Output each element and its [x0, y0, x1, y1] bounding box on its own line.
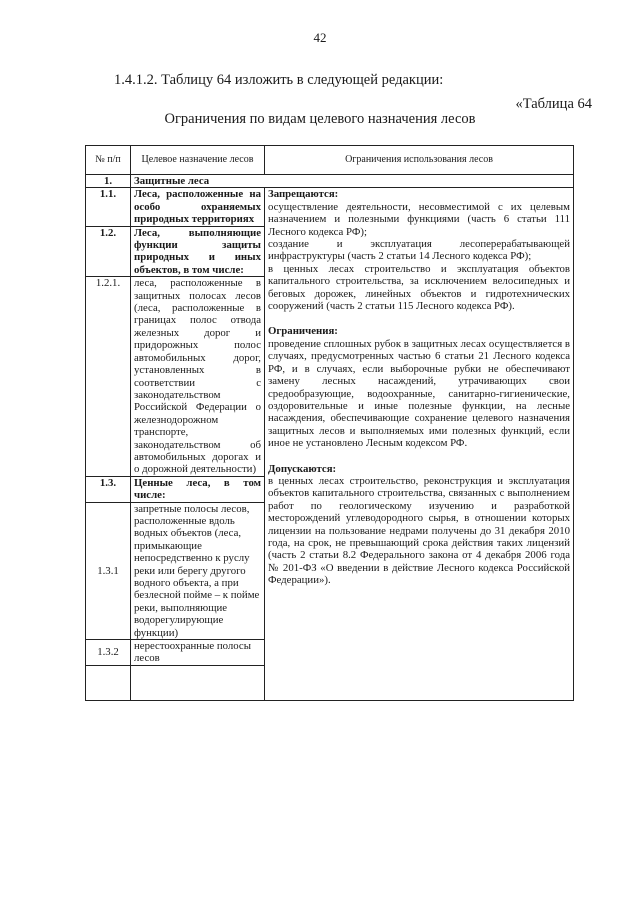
- prohibited-item: в ценных лесах строительство и эксплуатация объектов капитального строительства, за исключением велосипедных и беговых дорожек, линейных объектов и гидротехнических сооружений (часть 2 статьи 115 Лесного кодекса РФ).: [268, 262, 570, 313]
- table-reference: «Таблица 64: [515, 96, 592, 112]
- header-purpose: Целевое назначение лесов: [131, 146, 265, 175]
- spacer-cell: [86, 665, 131, 700]
- row-label: Леса, расположенные на особо охраняемых природных территориях: [131, 188, 265, 226]
- table-row: [86, 175, 574, 188]
- restrictions-cell: [265, 188, 574, 700]
- prohibited-item: создание и эксплуатация лесоперерабатывающей инфраструктуры (часть 2 статьи 14 Лесного кодекса РФ);: [268, 238, 570, 263]
- row-number: 1.3.2: [86, 640, 131, 666]
- table-row: [86, 188, 574, 226]
- amendment-instruction: 1.4.1.2. Таблицу 64 изложить в следующей редакции:: [114, 72, 444, 88]
- row-number: 1.1.: [86, 188, 131, 226]
- row-number: 1.: [86, 175, 131, 188]
- row-label: нерестоохранные полосы лесов: [131, 640, 265, 666]
- spacer-cell: [131, 665, 265, 700]
- prohibited-heading: Запрещаются:: [268, 188, 339, 201]
- allowed-heading: Допускаются:: [268, 462, 337, 475]
- prohibited-item: осуществление деятельности, несовместимой с их целевым назначением и полезными функциями (часть 6 статьи 111 Лесного кодекса РФ);: [268, 200, 570, 238]
- row-label: леса, расположенные в защитных полосах лесов (леса, расположенные в границах полос отвода железных дорог и придорожных полос автомобильных дорог, установленных в соответствии с законодательством Российской Федерации о железнодорожном транспорте, законодательством об автомобильных дорогах и о дорожной деятельности): [131, 277, 265, 477]
- row-label: Ценные леса, в том числе:: [131, 476, 265, 502]
- row-label: Леса, выполняющие функции защиты природных и иных объектов, в том числе:: [131, 226, 265, 277]
- page-number: 42: [313, 30, 327, 45]
- row-number: 1.3.1: [86, 502, 131, 639]
- header-restrictions: Ограничения использования лесов: [265, 146, 574, 175]
- header-number: № п/п: [86, 146, 131, 175]
- row-label: запретные полосы лесов, расположенные вдоль водных объектов (леса, примыкающие непосредственно к руслу реки или берегу другого водного объекта, а при безлесной пойме – к пойме реки, выполняющие водорегулирующие функции): [131, 502, 265, 639]
- table-header-row: [86, 146, 574, 175]
- section-title: Защитные леса: [131, 175, 574, 188]
- table-title: Ограничения по видам целевого назначения лесов: [164, 111, 476, 127]
- restrictions-table: [85, 145, 574, 701]
- row-number: 1.2.: [86, 226, 131, 277]
- row-number: 1.3.: [86, 476, 131, 502]
- limits-heading: Ограничения:: [268, 325, 338, 338]
- limits-item: проведение сплошных рубок в защитных лесах осуществляется в случаях, предусмотренных частью 6 статьи 21 Лесного кодекса РФ, и в случаях, если выборочные рубки не обеспечивают замену лесных насаждений, утрачивающих свои средообразующие, водоохранные, санитарно-гигиенические, оздоровительные и иные полезные функции, на лесные насаждения, обеспечивающие сохранение целевого назначения защитных лесов и выполняемых ими полезных функций, если иное не установлено Лесным кодексом РФ.: [268, 337, 570, 450]
- row-number: 1.2.1.: [86, 277, 131, 477]
- allowed-item: в ценных лесах строительство, реконструкция и эксплуатация объектов капитального строительства, связанных с выполнением работ по геологическому изучению и разработкой месторождений углеводородного сырья, в отношении которых лицензии на пользование недрами получены до 31 декабря 2010 года, на срок, не превышающий срока действия таких лицензий (часть 2 статьи 8.2 Федерального закона от 4 декабря 2006 года № 201-ФЗ «О введении в действие Лесного кодекса Российской Федерации»).: [268, 474, 570, 587]
